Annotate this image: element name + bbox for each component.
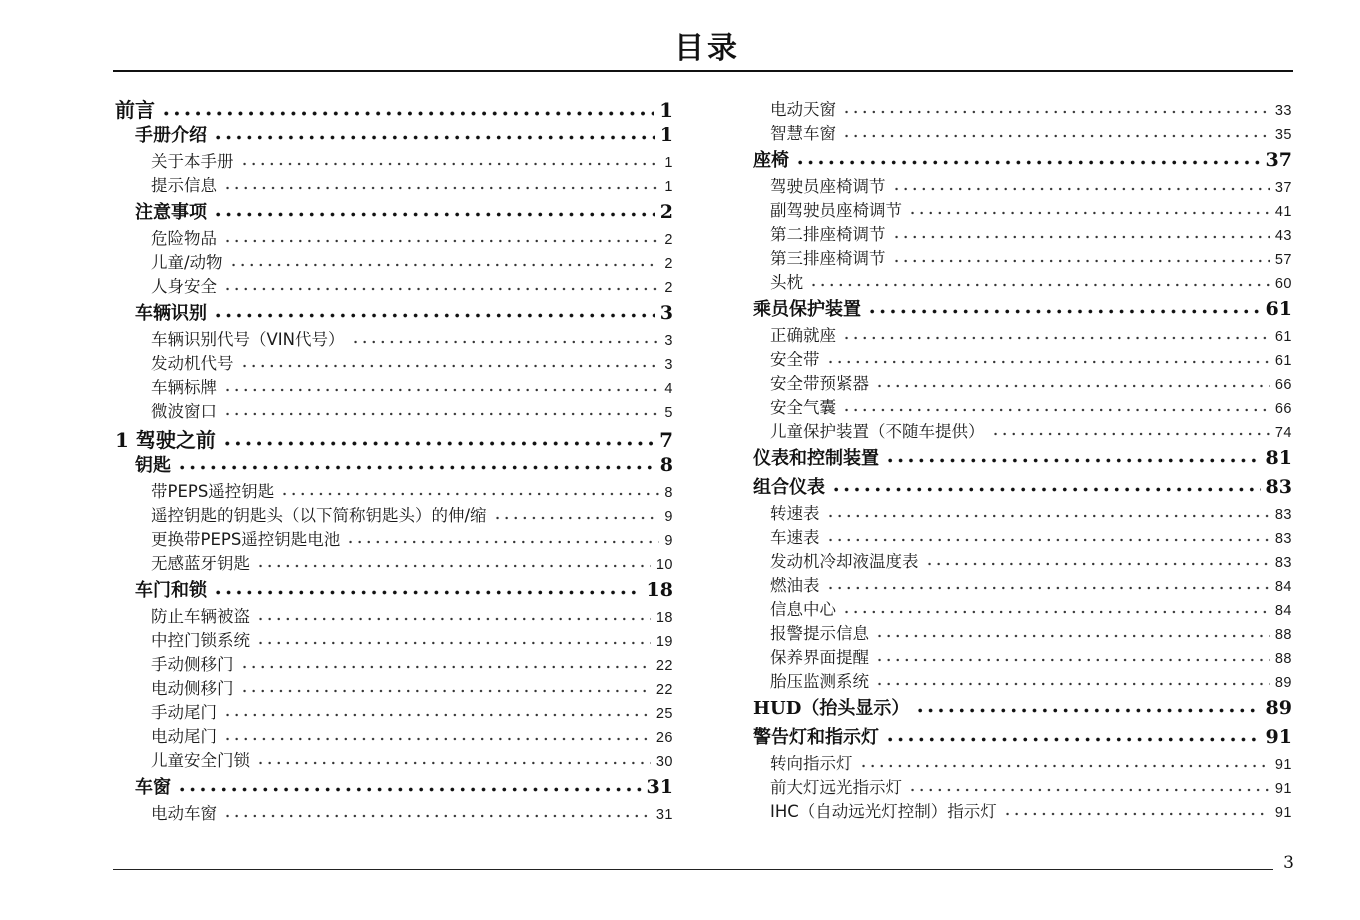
toc-item-page-number: 9: [664, 509, 673, 525]
toc-section-title: 乘员保护装置: [753, 299, 861, 320]
toc-item-title: 安全气囊: [770, 398, 836, 417]
toc-chapter: [113, 424, 673, 451]
dot-leader: [842, 609, 1270, 615]
toc-item-title: 燃油表: [770, 576, 820, 595]
dot-leader: [223, 185, 659, 191]
toc-item: [113, 400, 673, 424]
dot-leader: [859, 763, 1270, 769]
title-rule: [113, 70, 1293, 72]
dot-leader: [991, 431, 1270, 437]
dot-leader: [875, 383, 1270, 389]
toc-item-title: 安全带: [770, 350, 820, 369]
toc-item-title: 遥控钥匙的钥匙头（以下简称钥匙头）的伸/缩: [151, 506, 487, 525]
toc-section-page-number: 81: [1265, 447, 1292, 469]
dot-leader: [842, 335, 1270, 341]
toc-item-title: 儿童安全门锁: [151, 751, 250, 770]
dot-leader: [892, 186, 1270, 192]
toc-item-page-number: 31: [655, 807, 673, 823]
toc-item-page-number: 22: [655, 658, 673, 674]
toc-item-title: 电动尾门: [151, 727, 217, 746]
dot-leader: [213, 134, 655, 141]
toc-right-column: [752, 98, 1292, 824]
toc-item: [752, 247, 1292, 271]
toc-item-page-number: 91: [1274, 805, 1292, 821]
dot-leader: [229, 262, 660, 268]
toc-section: [113, 198, 673, 227]
toc-item: [113, 605, 673, 629]
toc-item-page-number: 91: [1274, 757, 1292, 773]
toc-item-title: 无感蓝牙钥匙: [151, 554, 250, 573]
toc-item: [113, 552, 673, 576]
toc-item-title: IHC（自动远光灯控制）指示灯: [770, 802, 997, 821]
toc-left-column: [113, 94, 673, 826]
toc-item-page-number: 18: [655, 610, 673, 626]
toc-item: [113, 328, 673, 352]
toc-item: [113, 275, 673, 299]
toc-item-page-number: 25: [655, 706, 673, 722]
toc-item-title: 手动侧移门: [151, 655, 234, 674]
toc-item-page-number: 2: [664, 256, 673, 272]
toc-section-title: 座椅: [753, 150, 789, 171]
toc-item-title: 关于本手册: [151, 152, 234, 171]
toc-item-page-number: 91: [1274, 781, 1292, 797]
dot-leader: [831, 486, 1261, 493]
toc-section-title: 车门和锁: [135, 580, 207, 601]
dot-leader: [213, 312, 655, 319]
dot-leader: [826, 359, 1270, 365]
dot-leader: [240, 664, 651, 670]
toc-section: [752, 444, 1292, 473]
toc-item-page-number: 1: [664, 179, 673, 195]
dot-leader: [885, 457, 1261, 464]
toc-item-page-number: 83: [1274, 507, 1292, 523]
toc-item-page-number: 33: [1274, 103, 1292, 119]
toc-section: [113, 121, 673, 150]
toc-item-page-number: 5: [664, 405, 673, 421]
toc-item-title: 胎压监测系统: [770, 672, 869, 691]
toc-item: [752, 526, 1292, 550]
toc-item: [752, 396, 1292, 420]
toc-item-page-number: 10: [655, 557, 673, 573]
dot-leader: [925, 561, 1270, 567]
toc-item-title: 保养界面提醒: [770, 648, 869, 667]
dot-leader: [875, 681, 1270, 687]
toc-item: [752, 271, 1292, 295]
toc-item-title: 防止车辆被盗: [151, 607, 250, 626]
toc-section-page-number: 18: [646, 579, 673, 601]
toc-item-title: 发动机冷却液温度表: [770, 552, 919, 571]
dot-leader: [867, 308, 1261, 315]
toc-section-title: 车窗: [135, 777, 171, 798]
dot-leader: [795, 159, 1261, 166]
toc-item: [752, 199, 1292, 223]
toc-section-title: 钥匙: [135, 455, 171, 476]
toc-item: [113, 701, 673, 725]
toc-section: [752, 473, 1292, 502]
toc-item-page-number: 3: [664, 333, 673, 349]
toc-item: [752, 223, 1292, 247]
toc-chapter-title: 1 驾驶之前: [115, 428, 216, 452]
toc-item-page-number: 84: [1274, 603, 1292, 619]
dot-leader: [842, 407, 1270, 413]
toc-section: [752, 295, 1292, 324]
toc-item-page-number: 83: [1274, 531, 1292, 547]
toc-item: [113, 376, 673, 400]
toc-section: [752, 723, 1292, 752]
toc-item-page-number: 41: [1274, 204, 1292, 220]
toc-chapter-page-number: 7: [659, 428, 673, 452]
toc-item-title: 发动机代号: [151, 354, 234, 373]
toc-item-page-number: 1: [664, 155, 673, 171]
dot-leader: [908, 787, 1270, 793]
toc-item-title: 信息中心: [770, 600, 836, 619]
toc-item-page-number: 26: [655, 730, 673, 746]
toc-item-title: 电动侧移门: [151, 679, 234, 698]
dot-leader: [213, 211, 655, 218]
dot-leader: [240, 161, 660, 167]
toc-item-page-number: 89: [1274, 675, 1292, 691]
toc-item: [752, 800, 1292, 824]
dot-leader: [915, 707, 1260, 714]
toc-section-page-number: 8: [659, 454, 673, 476]
toc-section-title: 仪表和控制装置: [753, 448, 879, 469]
toc-item: [752, 175, 1292, 199]
toc-section: [752, 694, 1292, 723]
toc-item-page-number: 3: [664, 357, 673, 373]
toc-item: [113, 504, 673, 528]
toc-item: [113, 802, 673, 826]
toc-item-title: 提示信息: [151, 176, 217, 195]
toc-item-title: 车辆标牌: [151, 378, 217, 397]
dot-leader: [256, 616, 651, 622]
toc-item: [113, 528, 673, 552]
toc-item-page-number: 43: [1274, 228, 1292, 244]
toc-item-title: 驾驶员座椅调节: [770, 177, 886, 196]
dot-leader: [256, 640, 651, 646]
toc-item: [752, 670, 1292, 694]
toc-item-page-number: 60: [1274, 276, 1292, 292]
toc-item-page-number: 66: [1274, 401, 1292, 417]
toc-section-page-number: 83: [1265, 476, 1292, 498]
toc-item: [113, 227, 673, 251]
toc-item-title: 电动车窗: [151, 804, 217, 823]
toc-item-title: 人身安全: [151, 277, 217, 296]
dot-leader: [351, 339, 660, 345]
toc-item-title: 更换带PEPS遥控钥匙电池: [151, 530, 341, 549]
toc-item-title: 报警提示信息: [770, 624, 869, 643]
toc-section-title: HUD（抬头显示）: [753, 698, 910, 719]
dot-leader: [223, 736, 651, 742]
toc-item-page-number: 30: [655, 754, 673, 770]
toc-item: [752, 348, 1292, 372]
dot-leader: [842, 109, 1270, 115]
toc-item-page-number: 57: [1274, 252, 1292, 268]
toc-item-title: 智慧车窗: [770, 124, 836, 143]
toc-item: [113, 174, 673, 198]
dot-leader: [346, 539, 659, 545]
footer-rule: [113, 869, 1273, 870]
toc-item: [113, 251, 673, 275]
dot-leader: [842, 133, 1270, 139]
toc-item-page-number: 37: [1274, 180, 1292, 196]
toc-item-title: 中控门锁系统: [151, 631, 250, 650]
toc-item-page-number: 88: [1274, 651, 1292, 667]
toc-section-title: 车辆识别: [135, 303, 207, 324]
toc-item: [752, 502, 1292, 526]
dot-leader: [177, 786, 642, 793]
toc-item-title: 微波窗口: [151, 402, 217, 421]
toc-item-page-number: 19: [655, 634, 673, 650]
toc-item: [752, 122, 1292, 146]
toc-item: [113, 352, 673, 376]
toc-item-title: 儿童/动物: [151, 253, 223, 272]
toc-item: [752, 550, 1292, 574]
toc-item: [752, 646, 1292, 670]
dot-leader: [809, 282, 1270, 288]
toc-item-title: 第三排座椅调节: [770, 249, 886, 268]
toc-section-page-number: 89: [1265, 697, 1292, 719]
dot-leader: [223, 712, 651, 718]
toc-item-title: 前大灯远光指示灯: [770, 778, 902, 797]
dot-leader: [256, 563, 651, 569]
dot-leader: [280, 491, 659, 497]
toc-item-title: 电动天窗: [770, 100, 836, 119]
toc-item-page-number: 2: [664, 280, 673, 296]
toc-item-title: 副驾驶员座椅调节: [770, 201, 902, 220]
toc-section-page-number: 61: [1265, 298, 1292, 320]
dot-leader: [885, 736, 1261, 743]
toc-item-page-number: 9: [664, 533, 673, 549]
toc-item-title: 危险物品: [151, 229, 217, 248]
toc-item: [752, 622, 1292, 646]
dot-leader: [222, 440, 654, 447]
toc-item: [752, 420, 1292, 444]
toc-item: [113, 629, 673, 653]
toc-item: [113, 677, 673, 701]
toc-item: [113, 749, 673, 773]
toc-section-page-number: 2: [659, 201, 673, 223]
dot-leader: [826, 537, 1270, 543]
toc-item-title: 头枕: [770, 273, 803, 292]
dot-leader: [223, 387, 659, 393]
page-number: 3: [1283, 853, 1294, 873]
dot-leader: [223, 238, 659, 244]
dot-leader: [875, 657, 1270, 663]
toc-item-page-number: 22: [655, 682, 673, 698]
toc-item: [113, 653, 673, 677]
toc-item-page-number: 74: [1274, 425, 1292, 441]
toc-item: [752, 574, 1292, 598]
toc-item: [752, 324, 1292, 348]
dot-leader: [826, 585, 1270, 591]
toc-chapter-page-number: 1: [659, 98, 673, 122]
toc-item-page-number: 4: [664, 381, 673, 397]
toc-item: [113, 150, 673, 174]
dot-leader: [875, 633, 1270, 639]
toc-item-title: 转速表: [770, 504, 820, 523]
toc-item: [752, 752, 1292, 776]
toc-section-page-number: 1: [659, 124, 673, 146]
toc-section: [113, 773, 673, 802]
toc-section: [752, 146, 1292, 175]
toc-item: [752, 372, 1292, 396]
toc-section-title: 注意事项: [135, 202, 207, 223]
toc-item-title: 手动尾门: [151, 703, 217, 722]
toc-item: [752, 598, 1292, 622]
toc-item-page-number: 61: [1274, 329, 1292, 345]
toc-item: [752, 98, 1292, 122]
toc-item-page-number: 66: [1274, 377, 1292, 393]
toc-item-title: 安全带预紧器: [770, 374, 869, 393]
dot-leader: [161, 110, 654, 117]
dot-leader: [256, 760, 651, 766]
toc-item-page-number: 2: [664, 232, 673, 248]
toc-chapter: [113, 94, 673, 121]
toc-section-page-number: 3: [659, 302, 673, 324]
toc-section-title: 手册介绍: [135, 125, 207, 146]
toc-item-page-number: 61: [1274, 353, 1292, 369]
toc-section-page-number: 37: [1265, 149, 1292, 171]
toc-item: [113, 480, 673, 504]
dot-leader: [240, 688, 651, 694]
toc-item-title: 车速表: [770, 528, 820, 547]
dot-leader: [240, 363, 660, 369]
toc-chapter-title: 前言: [115, 98, 155, 122]
dot-leader: [223, 286, 659, 292]
dot-leader: [908, 210, 1270, 216]
toc-item: [113, 725, 673, 749]
dot-leader: [493, 515, 660, 521]
toc-item-page-number: 84: [1274, 579, 1292, 595]
toc-item-title: 第二排座椅调节: [770, 225, 886, 244]
toc-section-page-number: 91: [1265, 726, 1292, 748]
dot-leader: [223, 813, 651, 819]
toc-section: [113, 576, 673, 605]
dot-leader: [1003, 811, 1270, 817]
toc-item-page-number: 8: [664, 485, 673, 501]
toc-item-title: 车辆识别代号（VIN代号）: [151, 330, 345, 349]
toc-item: [752, 776, 1292, 800]
toc-item-page-number: 35: [1274, 127, 1292, 143]
toc-item-page-number: 83: [1274, 555, 1292, 571]
toc-section-page-number: 31: [646, 776, 673, 798]
dot-leader: [892, 234, 1270, 240]
toc-item-title: 儿童保护装置（不随车提供）: [770, 422, 985, 441]
page-title: 目录: [674, 31, 740, 66]
dot-leader: [826, 513, 1270, 519]
toc-item-title: 转向指示灯: [770, 754, 853, 773]
toc-item-title: 正确就座: [770, 326, 836, 345]
dot-leader: [213, 589, 642, 596]
dot-leader: [223, 411, 659, 417]
toc-section-title: 警告灯和指示灯: [753, 727, 879, 748]
toc-section-title: 组合仪表: [753, 477, 825, 498]
toc-section: [113, 299, 673, 328]
toc-item-title: 带PEPS遥控钥匙: [151, 482, 275, 501]
dot-leader: [177, 464, 655, 471]
toc-item-page-number: 88: [1274, 627, 1292, 643]
dot-leader: [892, 258, 1270, 264]
